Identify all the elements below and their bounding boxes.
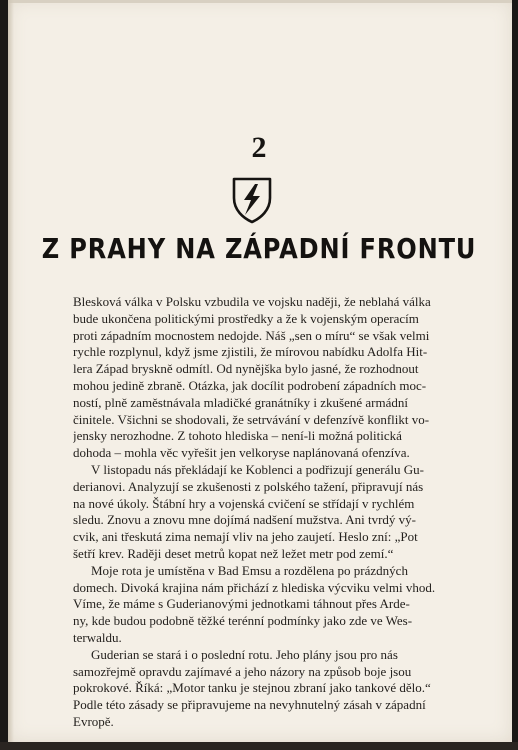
chapter-title: Z PRAHY NA ZÁPADNÍ FRONTU [41, 232, 477, 265]
text-line: ností, plně zaměstnávala mladičké granátníky i zkušené armádní [73, 394, 408, 410]
page-spine-shadow [8, 0, 14, 742]
text-line: jensky nerozhodne. Z tohoto hlediska – není-li možná politická [73, 428, 402, 444]
text-line: terwaldu. [73, 629, 122, 645]
text-line: ny, kde budou podobně těžké terénní podmínky jako zde ve Wes- [73, 613, 413, 629]
text-line: V listopadu nás překládají ke Koblenci a podřizují generálu Gu- [91, 461, 424, 477]
text-line: rychle rozplynul, když jsme zjistili, že mírovou nabídku Adolfa Hit- [73, 344, 428, 360]
text-line: na nové úkoly. Štábní hry a vojenská cvičení se střídají v rychlém [73, 495, 415, 511]
page-top-edge [8, 0, 512, 3]
text-line: dohoda – mohla věc vyřešit jen velkoryse naplánovaná ofenzíva. [73, 445, 410, 461]
text-line: sledu. Znovu a znovu mne dojímá nadšení mužstva. Ani tvrdý vý- [73, 512, 416, 528]
chapter-body-text [73, 294, 453, 731]
text-line: samozřejmě opravdu zajímavé a jeho názory na způsob boje jsou [73, 663, 412, 679]
chapter-number: 2 [251, 131, 267, 164]
text-line: šetří krev. Raději deset metrů kopat než ležet metr pod zemí.“ [73, 545, 394, 561]
text-line: mohou jedině zbraně. Otázka, jak docílit podrobení západních moc- [73, 377, 427, 393]
text-line: Guderian se stará i o poslední rotu. Jeho plány jsou pro nás [91, 646, 398, 662]
sig-rune-shield-emblem-icon [230, 176, 274, 224]
scan-bottom-edge [0, 742, 518, 750]
text-line: bude ukončena politickými prostředky a že k vojenským operacím [73, 310, 419, 326]
text-line: činitele. Všichni se shodovali, že setrvávání v defenzívě konflikt vo- [73, 411, 430, 427]
text-line: lera Západ bryskně odmítl. Od nynějška bylo jasné, že rozhodnout [73, 361, 419, 377]
text-line: domech. Divoká krajina nám přichází z hlediska výcviku velmi vhod. [73, 579, 436, 595]
text-line: Blesková válka v Polsku vzbudila ve vojsku naději, že neblahá válka [73, 294, 431, 309]
text-line: derianovi. Analyzují se zkušenosti z polského tažení, připravují nás [73, 478, 424, 494]
text-line: Moje rota je umístěna v Bad Emsu a rozdělena po prázdných [91, 562, 408, 578]
text-line: Podle této zásady se připravujeme na nevyhnutelný zásah v západní [73, 697, 426, 713]
text-line: proti západním mocnostem nedojde. Náš „sen o míru“ se však velmi [73, 327, 430, 343]
text-line: Evropě. [73, 713, 114, 729]
text-line: Víme, že máme s Guderianovými jednotkami táhnout přes Arde- [73, 596, 410, 612]
text-line: cvik, ani třeskutá zima nemají vliv na jeho zaujetí. Heslo zní: „Pot [73, 529, 418, 545]
text-line: pokrokové. Říká: „Motor tanku je stejnou zbraní jako tankové dělo.“ [73, 680, 431, 696]
